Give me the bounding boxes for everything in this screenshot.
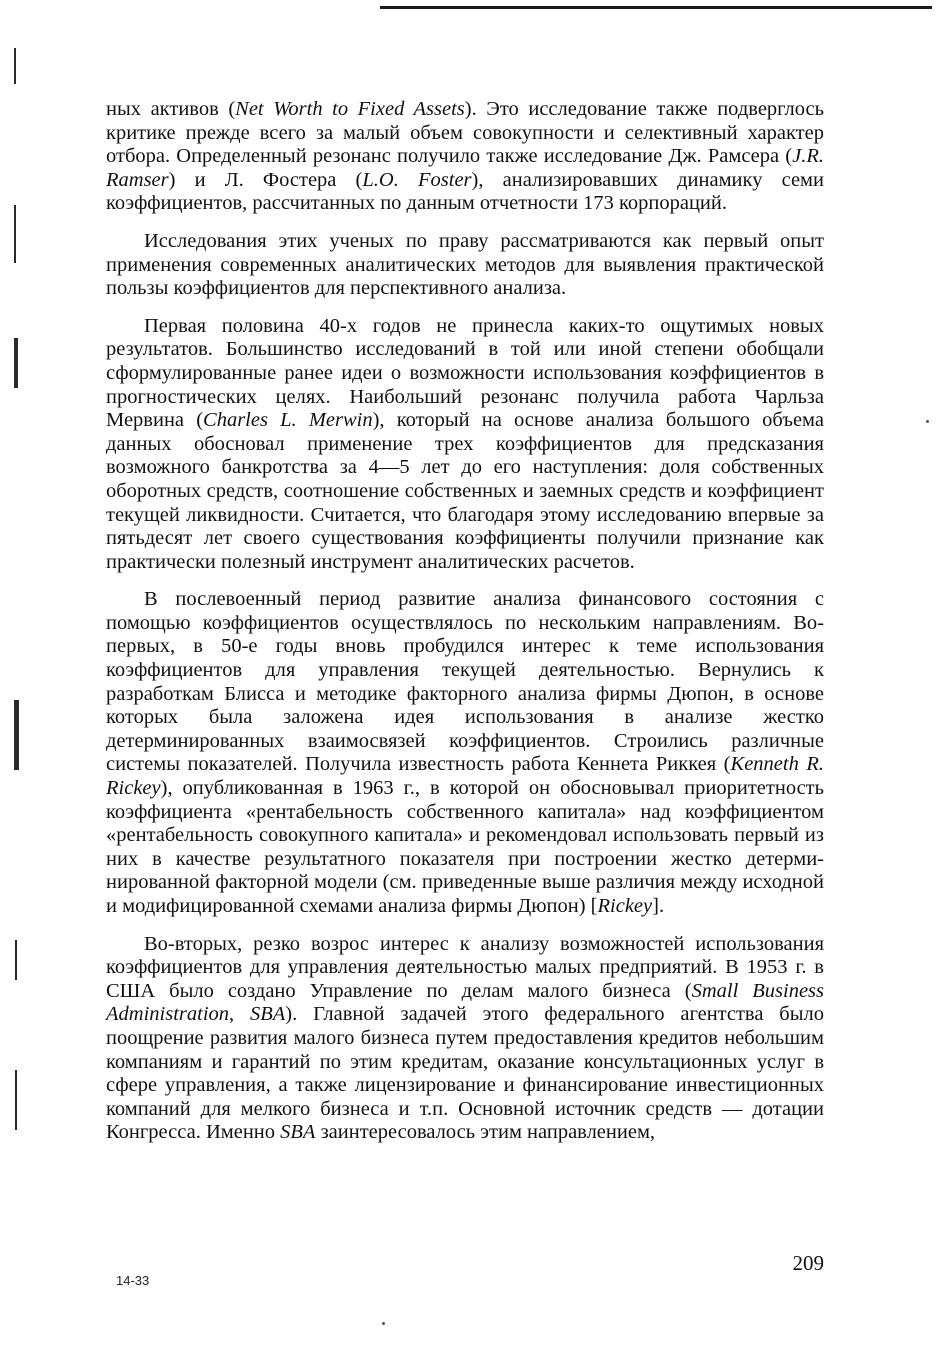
margin-mark (14, 338, 18, 388)
italic-term: Kenneth R. Rickey (106, 753, 824, 800)
italic-term: Small Business Administration, SBA (106, 979, 824, 1026)
text-run: ), который на основе анализа большого объема данных обосновал применение трех коэффициентов для предсказания возможного банкротства за 4—5 лет до его наступления: доля собственных оборотных средств, соотношение собственных и заемных средств и коэффициент текущей ликвидности. Считается, что благодаря этому исследованию впервые за пятьдесят лет своего существования коэффициенты получили признание как практически полезный инструмент аналитических расчетов. (106, 409, 824, 573)
speck (382, 1322, 385, 1325)
page-number: 209 (792, 1251, 824, 1275)
paragraph (106, 230, 824, 301)
page-text (106, 98, 824, 1159)
italic-term: Net Worth to Fixed Assets (235, 98, 465, 120)
paragraph (106, 98, 824, 216)
text-run: ]. (652, 895, 665, 917)
italic-term: SBA (280, 1121, 316, 1144)
text-run: Исследования этих ученых по праву рассматриваются как первый опыт применения современных аналитических методов для выявления практической пользы коэффициентов для перспективного анализа. (106, 229, 824, 300)
italic-term: L.O. Foster (362, 168, 472, 191)
margin-mark (15, 940, 17, 980)
margin-mark (14, 48, 16, 84)
margin-mark (14, 205, 16, 263)
paragraph (106, 315, 824, 575)
paragraph (106, 933, 824, 1145)
speck (926, 420, 929, 423)
margin-mark (14, 700, 19, 770)
margin-mark (15, 1070, 17, 1130)
italic-term: J.R. Ramser (106, 145, 824, 191)
text-run: Во-вторых, резко возрос интерес к анализу возможностей использования коэффициентов для управления деятельностью малых предприятий. В 1953 г. в США было создано Управление по делам малого бизнеса ( (106, 932, 824, 1002)
top-rule (380, 6, 932, 9)
text-run: заинтересовалось этим направлением, (315, 1121, 656, 1144)
text-run: ). Главной задачей этого федерального агентства было поощрение развития малого бизнеса путем предоставления кредитов небольшим компаниям и гарантий по этим кредитам, оказание консультационных услуг в сфере управления, а также лицензирование и финансирование инвестиционных компаний для мелкого бизнеса и т.п. Основной источник средств — дотации Конгресса. Именно (106, 1003, 824, 1144)
italic-term: Charles L. Merwin (203, 409, 373, 432)
paragraph (106, 588, 824, 918)
text-run: ) и Л. Фостера ( (168, 168, 363, 191)
text-run: ), анализировавших динамику семи коэффициентов, рассчитанных по данным отчетности 173 корпораций. (106, 168, 824, 215)
text-run: ных активов ( (106, 98, 236, 120)
text-run: В послевоенный период развитие анализа финансового состояния с помощью коэффициентов осуществлялось по нескольким направлениям. Во-первых, в 50-е годы вновь пробудился интерес к теме использования коэффициентов для управления текущей деятельностью. Вернулись к разработкам Блисса и методике факторного анализа фирмы Дюпон, в основе которых была заложена идея использования в анализе жестко детерминированных взаимосвязей коэффициентов. Строились различные системы показателей. Получила известность работа Кеннета Риккея ( (106, 588, 824, 776)
text-run: ), опубликованная в 1963 г., в которой он обосновывал приоритетность коэффициента «рентабельность собственного капитала» над коэффициентом «рентабельность совокупного капитала» и рекомендовал использовать первый из них в качестве результатного показателя при построении жестко детерминированной факторной модели (см. приведенные выше различия между исходной и модифицированной схемами анализа фирмы Дюпон) [ (106, 777, 824, 917)
text-run: ). Это исследование также подверглось критике прежде всего за малый объем совокупности и селективный характер отбора. Определенный резонанс получило также исследование Дж. Рамсера ( (106, 98, 824, 168)
italic-term: Rickey (597, 895, 653, 917)
text-run: Первая половина 40-х годов не принесла каких-то ощутимых новых результатов. Большинство исследований в той или иной степени обобщали сформулированные ранее идеи о возможности использования коэффициентов в прогностических целях. Наибольший резонанс получила работа Чарльза Мервина ( (106, 314, 824, 432)
signature-mark: 14-33 (116, 1273, 150, 1288)
